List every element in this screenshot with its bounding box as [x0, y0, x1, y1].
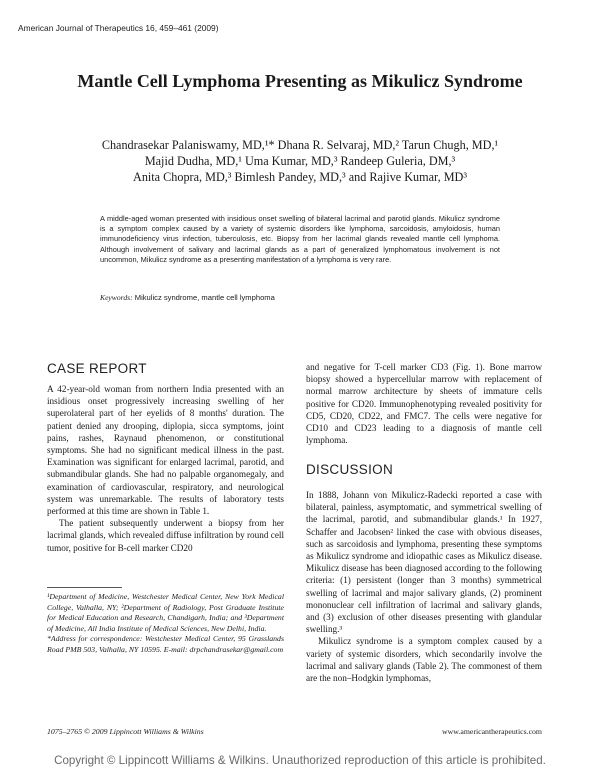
journal-header: American Journal of Therapeutics 16, 459–461 (2009): [18, 23, 219, 33]
author-line-1: Chandrasekar Palaniswamy, MD,¹* Dhana R. Selvaraj, MD,² Tarun Chugh, MD,¹: [101, 138, 499, 152]
discussion-paragraph-2: Mikulicz syndrome is a symptom complex caused by a variety of systemic disorders, which secondarily involve the lacrimal and salivary glands (Table 2). The commonest of them are the non–Hodgkin lymphomas,: [306, 636, 542, 684]
discussion-heading: DISCUSSION: [306, 462, 394, 477]
case-report-continued: [306, 361, 542, 446]
footnotes: [47, 592, 284, 656]
discussion-body: [306, 489, 542, 684]
keywords: [100, 293, 275, 302]
author-list: [40, 137, 560, 185]
case-report-paragraph-1: A 42-year-old woman from northern India presented with an insidious onset progressively increasing swelling of her superolateral part of her eyelids of 8 months' duration. The patient denied any drooping, diplopia, sicca symptoms, joint pains, rashes, Raynaud phenomenon, or constitutional symptoms. She had no significant medical illness in the past. Examination was significant for enlarged lacrimal, parotid, and submandibular glands. She had no palpable organomegaly, and examination of cardiovascular, respiratory, and neurological system was unremarkable. The results of laboratory tests performed at this time are shown in Table 1.: [47, 384, 284, 517]
copyright-notice: Copyright © Lippincott Williams & Wilkins. Unauthorized reproduction of this article is prohibited.: [54, 754, 546, 767]
abstract: A middle-aged woman presented with insidious onset swelling of bilateral lacrimal and parotid glands. Mikulicz syndrome is a symptom complex caused by a variety of systemic disorders like lymphoma, sarcoidosis, amyloidosis, human immunodeficiency virus infection, tuberculosis, etc. Biopsy from her lacrimal glands revealed mantle cell lymphoma. Although involvement of salivary and lacrimal glands as a part of generalized lymphomatous involvement is not uncommon, Mikulicz syndrome as a presenting manifestation of a lymphoma is very rare.: [100, 214, 500, 264]
author-line-3: Anita Chopra, MD,³ Bimlesh Pandey, MD,³ and Rajive Kumar, MD³: [133, 170, 467, 184]
article-title: Mantle Cell Lymphoma Presenting as Mikulicz Syndrome: [77, 71, 523, 91]
case-report-body: [47, 383, 284, 554]
right-column-intro: and negative for T-cell marker CD3 (Fig. 1). Bone marrow biopsy showed a hypercellular marrow with replacement of normal marrow architecture by sheets of immature cells positive for CD20. Immunophenotyping revealed positivity for CD5, CD20, CD22, and FMC7. The cells were negative for CD10 and CD23 leading to a diagnosis of mantle cell lymphoma.: [306, 362, 542, 446]
keywords-text: Mikulicz syndrome, mantle cell lymphoma: [134, 293, 275, 302]
keywords-label: Keywords:: [100, 293, 133, 302]
footnote-correspondence: *Address for correspondence: Westchester Medical Center, 95 Grasslands Road PMB 503, Valhalla, NY 10595. E-mail: drpchandrasekar@gmail.com: [47, 634, 284, 654]
author-line-2: Majid Dudha, MD,¹ Uma Kumar, MD,³ Randeep Guleria, DM,³: [144, 154, 456, 168]
footnote-divider: [47, 587, 122, 588]
footer-issn: 1075–2765 © 2009 Lippincott Williams & Wilkins: [47, 727, 204, 736]
discussion-paragraph-1: In 1888, Johann von Mikulicz-Radecki reported a case with bilateral, painless, asymptomatic, and symmetrical swelling of the lacrimal, parotid, and submandibular glands.¹ In 1927, Schaffer and Jacobsen² linked the case with obvious diseases, such as sarcoidosis and lymphoma, presenting these symptoms as Mikulicz syndrome and idiopathic cases as Mikulicz disease. Mikulicz disease has been diagnosed according to the following criteria: (1) persistent (longer than 3 months) symmetrical swelling of lacrimal and major salivary glands, (2) prominent mononuclear cell infiltration of lacrimal and salivary glands, and (3) exclusion of other diseases presenting with glandular swelling.³: [306, 490, 542, 635]
case-report-heading: CASE REPORT: [47, 361, 147, 376]
footer-website: www.americantherapeutics.com: [442, 727, 542, 736]
case-report-paragraph-2: The patient subsequently underwent a biopsy from her lacrimal glands, which revealed diffuse infiltration by round cell tumor, positive for B-cell marker CD20: [47, 518, 284, 553]
footnote-affiliations: ¹Department of Medicine, Westchester Medical Center, New York Medical College, Valhalla, NY; ²Department of Radiology, Post Graduate Institute for Medical Education and Research, Chandigarh, India; and ³Department of Medicine, All India Institute of Medical Sciences, New Delhi, India.: [47, 592, 284, 633]
